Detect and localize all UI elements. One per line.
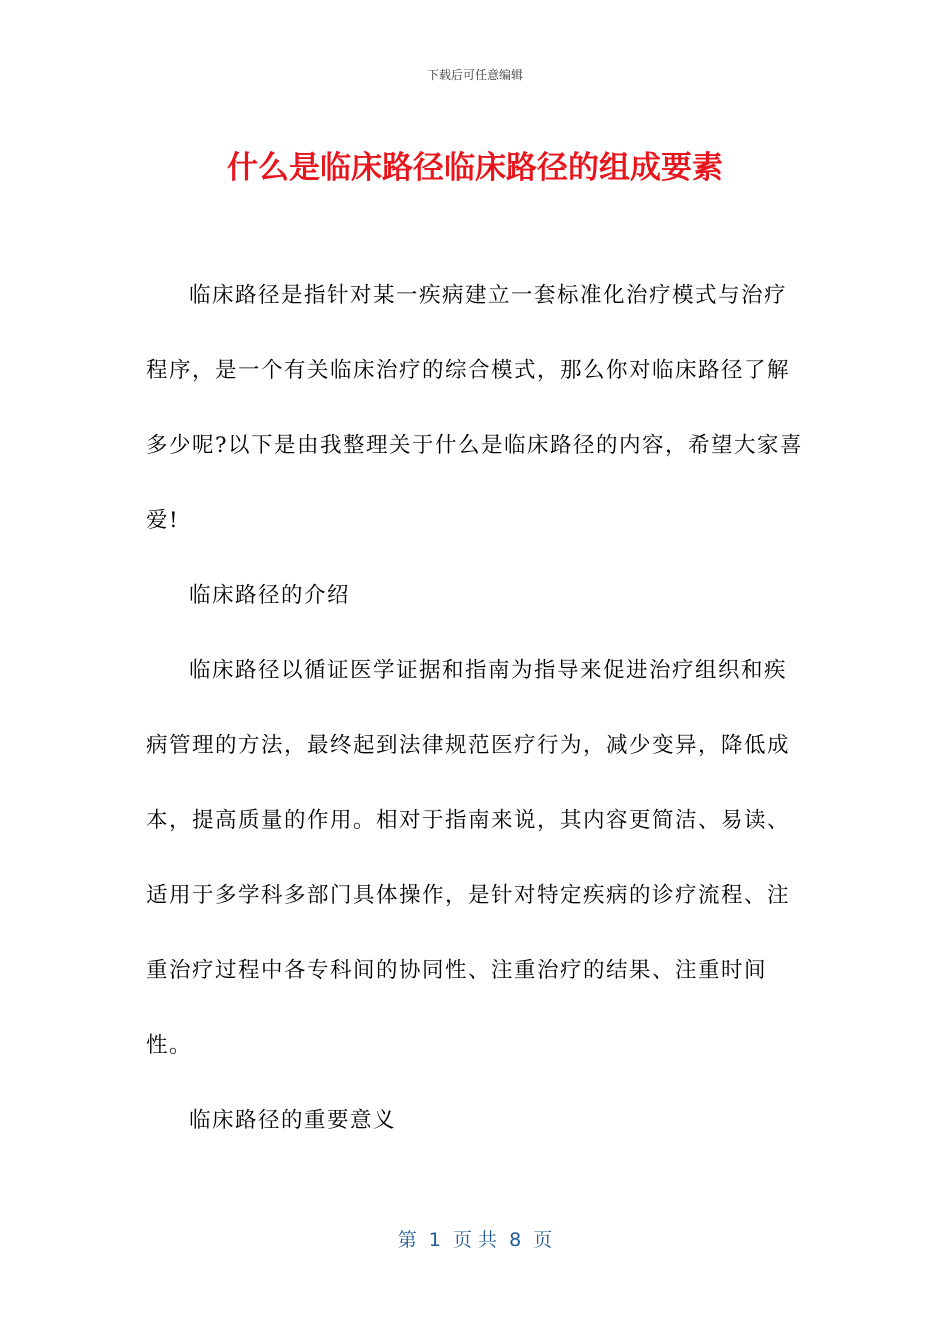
section-heading-significance: 临床路径的重要意义	[189, 1108, 397, 1133]
paragraph-intro: 临床路径是指针对某一疾病建立一套标准化治疗模式与治疗程序，是一个有关临床治疗的综合模式，那么你对临床路径了解多少呢?以下是由我整理关于什么是临床路径的内容，希望大家喜爱!	[146, 283, 804, 533]
header-note: 下载后可任意编辑	[426, 68, 523, 82]
page-footer: 第 1 页 共 8 页	[397, 1229, 553, 1251]
document-title: 什么是临床路径临床路径的组成要素	[227, 150, 723, 186]
section-heading-introduction: 临床路径的介绍	[189, 583, 351, 608]
paragraph-introduction-body: 临床路径以循证医学证据和指南为指导来促进治疗组织和疾病管理的方法，最终起到法律规范医疗行为，减少变异，降低成本，提高质量的作用。相对于指南来说，其内容更简洁、易读、适用于多学科多部门具体操作，是针对特定疾病的诊疗流程、注重治疗过程中各专科间的协同性、注重治疗的结果、注重时间性。	[146, 658, 791, 1058]
document-body	[146, 258, 806, 1158]
